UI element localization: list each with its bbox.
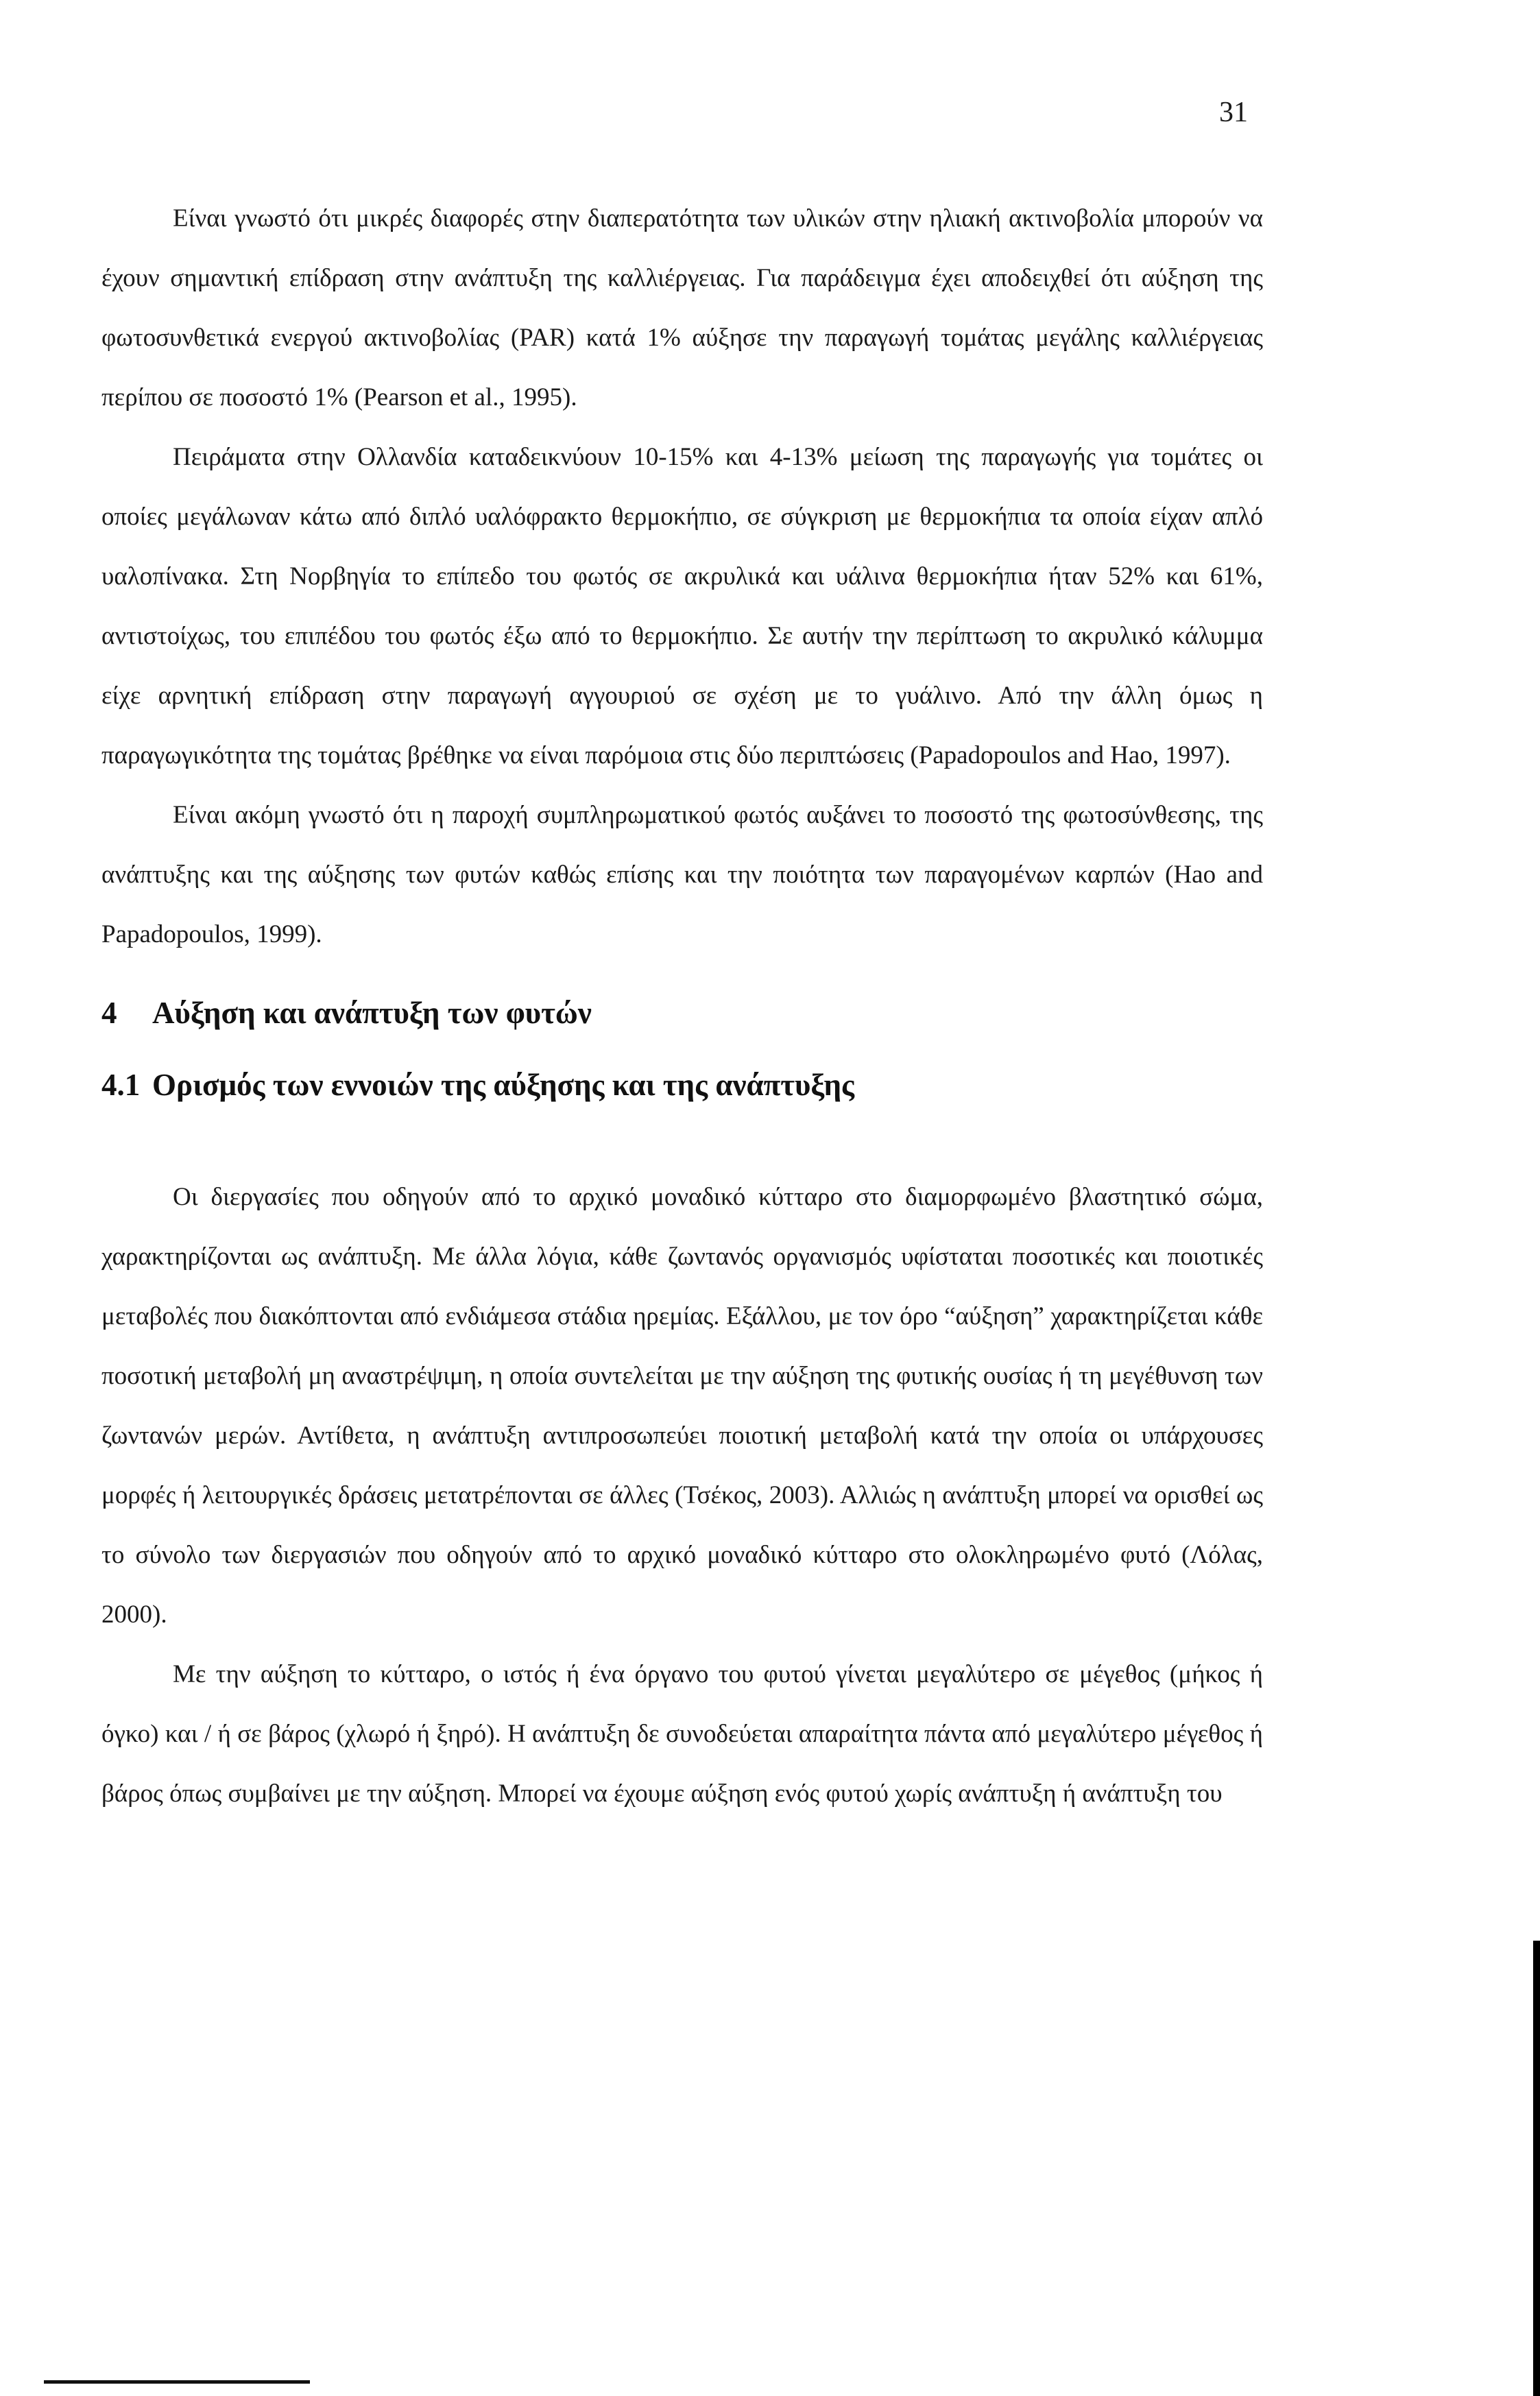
section-number: 4 <box>101 996 117 1030</box>
subsection-number: 4.1 <box>101 1068 141 1102</box>
paragraph: Με την αύξηση το κύτταρο, ο ιστός ή ένα όργανο του φυτού γίνεται μεγαλύτερο σε μέγεθος (μήκος ή όγκο) και / ή σε βάρος (χλωρό ή ξηρό). Η ανάπτυξη δε συνοδεύεται απαραίτητα πάντα από μεγαλύτερο μέγεθος ή βάρος όπως συμβαίνει με την αύξηση. Μπορεί να έχουμε αύξηση ενός φυτού χωρίς ανάπτυξη ή ανάπτυξη του <box>101 1660 1263 1808</box>
page-number: 31 <box>1219 97 1248 128</box>
paragraph: Οι διεργασίες που οδηγούν από το αρχικό μοναδικό κύτταρο στο διαμορφωμένο βλαστητικό σώμα, χαρακτηρίζονται ως ανάπτυξη. Με άλλα λόγια, κάθε ζωντανός οργανισμός υφίσταται ποσοτικές και ποιοτικές μεταβολές που διακόπτονται από ενδιάμεσα στάδια ηρεμίας. Εξάλλου, με τον όρο “αύξηση” χαρακτηρίζεται κάθε ποσοτική μεταβολή μη αναστρέψιμη, η οποία συντελείται με την αύξηση της φυτικής ουσίας ή τη μεγέθυνση των ζωντανών μερών. Αντίθετα, η ανάπτυξη αντιπροσωπεύει ποιοτική μεταβολή κατά την οποία οι υπάρχουσες μορφές ή λειτουργικές δράσεις μετατρέπονται σε άλλες (Τσέκος, 2003). Αλλιώς η ανάπτυξη μπορεί να ορισθεί ως το σύνολο των διεργασιών που οδηγούν από το αρχικό μοναδικό κύτταρο στο ολοκληρωμένο φυτό (Λόλας, 2000). <box>101 1183 1263 1629</box>
subsection-heading <box>101 1051 1263 1119</box>
scan-edge-bar <box>1533 1941 1540 2396</box>
paragraph: Είναι γνωστό ότι μικρές διαφορές στην διαπερατότητα των υλικών στην ηλιακή ακτινοβολία μπορούν να έχουν σημαντική επίδραση στην ανάπτυξη της καλλιέργειας. Για παράδειγμα έχει αποδειχθεί ότι αύξηση της φωτοσυνθετικά ενεργού ακτινοβολίας (PAR) κατά 1% αύξησε την παραγωγή τομάτας μεγάλης καλλιέργειας περίπου σε ποσοστό 1% (Pearson et al., 1995). <box>101 204 1263 411</box>
footer-rule <box>44 2380 310 2384</box>
section-title: Αύξηση και ανάπτυξη των φυτών <box>152 996 592 1030</box>
paragraph: Είναι ακόμη γνωστό ότι η παροχή συμπληρωματικού φωτός αυξάνει το ποσοστό της φωτοσύνθεσης, της ανάπτυξης και της αύξησης των φυτών καθώς επίσης και την ποιότητα των παραγομένων καρπών (Hao and Papadopoulos, 1999). <box>101 801 1263 948</box>
section-heading <box>101 975 1263 1051</box>
document-body <box>101 189 1263 1823</box>
subsection-title: Ορισμός των εννοιών της αύξησης και της ανάπτυξης <box>152 1068 855 1102</box>
paragraph: Πειράματα στην Ολλανδία καταδεικνύουν 10-15% και 4-13% μείωση της παραγωγής για τομάτες οι οποίες μεγάλωναν κάτω από διπλό υαλόφρακτο θερμοκήπιο, σε σύγκριση με θερμοκήπια τα οποία είχαν απλό υαλοπίνακα. Στη Νορβηγία το επίπεδο του φωτός σε ακρυλικά και υάλινα θερμοκήπια ήταν 52% και 61%, αντιστοίχως, του επιπέδου του φωτός έξω από το θερμοκήπιο. Σε αυτήν την περίπτωση το ακρυλικό κάλυμμα είχε αρνητική επίδραση στην παραγωγή αγγουριού σε σχέση με το γυάλινο. Από την άλλη όμως η παραγωγικότητα της τομάτας βρέθηκε να είναι παρόμοια στις δύο περιπτώσεις (Papadopoulos and Hao, 1997). <box>101 443 1263 769</box>
